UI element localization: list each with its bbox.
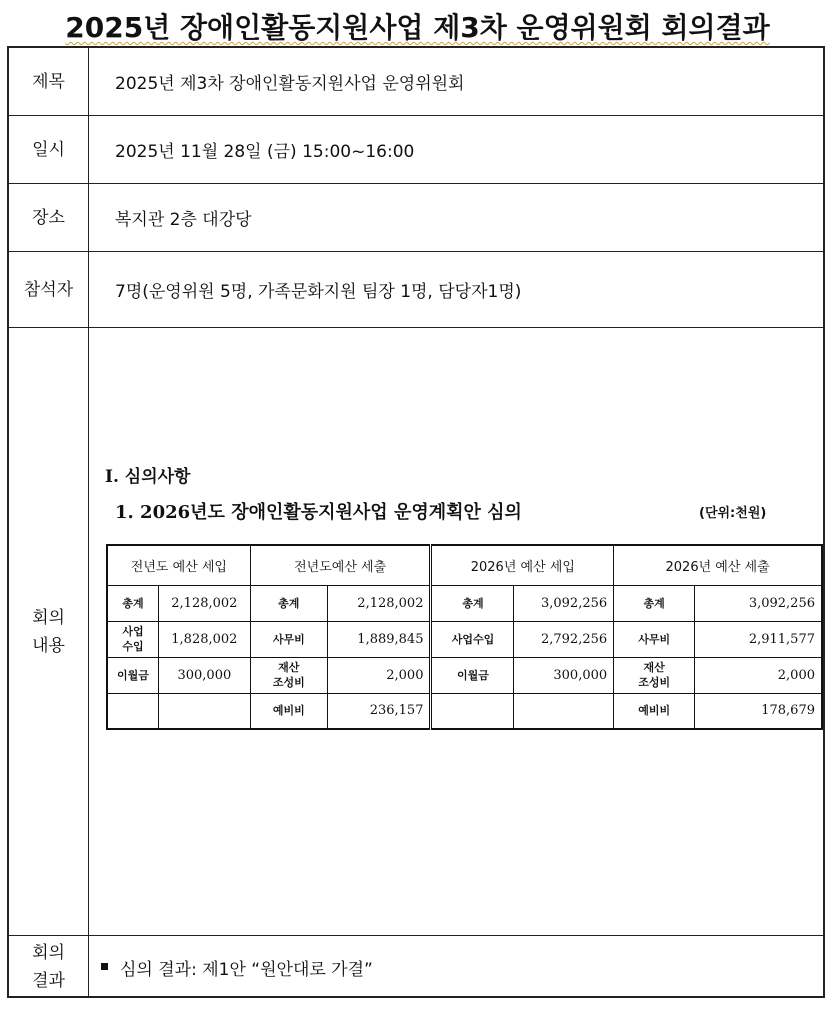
new-expense-item: 재산 조성비 [614,657,695,693]
header-prev-revenue: 전년도 예산 세입 [107,545,250,585]
prev-revenue-item: 이월금 [107,657,158,693]
prev-expense-item: 총계 [250,585,327,621]
subject-value: 2025년 제3차 장애인활동지원사업 운영위원회 [115,74,465,94]
budget-row [107,657,822,693]
new-expense-item: 사무비 [614,621,695,657]
new-revenue-item: 총계 [431,585,514,621]
budget-row [107,693,822,729]
prev-revenue-amount: 300,000 [158,657,250,693]
new-revenue-item: 사업수입 [431,621,514,657]
content-label: 회의 내용 [9,328,89,935]
bullet-icon [101,963,108,970]
prev-revenue-item: 총계 [107,585,158,621]
prev-expense-item: 재산 조성비 [250,657,327,693]
new-revenue-amount: 3,092,256 [514,585,614,621]
document-title: 2025년 장애인활동지원사업 제3차 운영위원회 회의결과 [65,11,770,44]
new-revenue-item [431,693,514,729]
result-value: 심의 결과: 제1안 “원안대로 가결” [101,936,373,998]
new-revenue-amount [514,693,614,729]
new-expense-item: 예비비 [614,693,695,729]
header-prev-expense: 전년도예산 세출 [250,545,431,585]
datetime-row [9,116,823,184]
budget-table [106,544,823,730]
minutes-table [7,46,825,998]
prev-expense-amount: 2,000 [327,657,431,693]
datetime-value: 2025년 11월 28일 (금) 15:00~16:00 [115,142,415,162]
budget-row [107,585,822,621]
new-expense-amount: 2,000 [695,657,822,693]
datetime-label: 일시 [9,116,89,183]
prev-expense-amount: 1,889,845 [327,621,431,657]
subject-label: 제목 [9,48,89,115]
prev-expense-amount: 2,128,002 [327,585,431,621]
place-value: 복지관 2층 대강당 [115,210,252,230]
place-row [9,184,823,252]
prev-revenue-amount: 2,128,002 [158,585,250,621]
new-revenue-item: 이월금 [431,657,514,693]
section-heading: Ⅰ. 심의사항 [105,467,191,487]
new-expense-amount: 3,092,256 [695,585,822,621]
attendees-value: 7명(운영위원 5명, 가족문화지원 팀장 1명, 담당자1명) [115,282,522,302]
prev-revenue-item: 사업 수입 [107,621,158,657]
new-expense-item: 총계 [614,585,695,621]
prev-revenue-item [107,693,158,729]
attendees-row [9,252,823,328]
new-revenue-amount: 300,000 [514,657,614,693]
subject-row [9,48,823,116]
place-label: 장소 [9,184,89,251]
agenda-title: 1. 2026년도 장애인활동지원사업 운영계획안 심의 [115,502,522,523]
new-expense-amount: 178,679 [695,693,822,729]
prev-revenue-amount [158,693,250,729]
budget-header-row [107,545,822,585]
header-2026-expense: 2026년 예산 세출 [614,545,822,585]
new-expense-amount: 2,911,577 [695,621,822,657]
budget-row [107,621,822,657]
new-revenue-amount: 2,792,256 [514,621,614,657]
unit-note: (단위:천원) [699,506,767,521]
attendees-label: 참석자 [9,252,89,327]
prev-expense-amount: 236,157 [327,693,431,729]
result-label: 회의 결과 [9,936,89,998]
prev-revenue-amount: 1,828,002 [158,621,250,657]
prev-expense-item: 예비비 [250,693,327,729]
result-row [9,936,823,998]
prev-expense-item: 사무비 [250,621,327,657]
header-2026-revenue: 2026년 예산 세입 [431,545,614,585]
